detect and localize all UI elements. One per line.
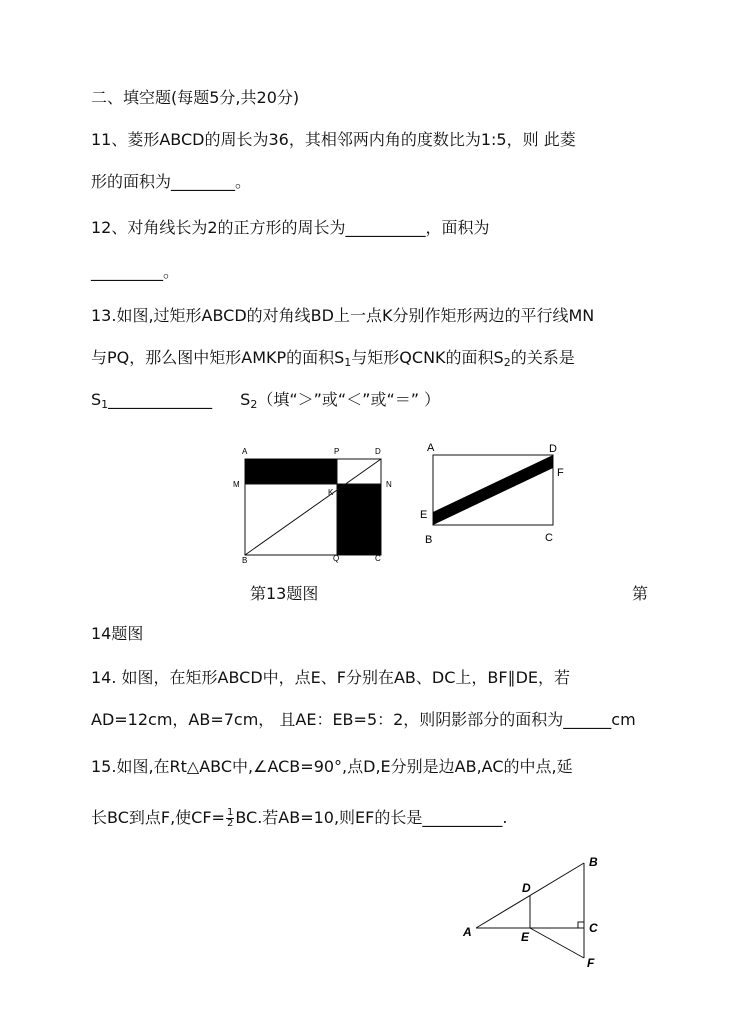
q13-text-b: 与矩形QCNK的面积S bbox=[351, 348, 504, 367]
question-14-line-2: AD=12cm，AB=7cm， 且AE：EB=5：2，则阴影部分的面积为______cm bbox=[91, 710, 636, 729]
figure-13 bbox=[228, 440, 408, 565]
q13-s1: S bbox=[91, 390, 102, 409]
fig15-right-angle-mark bbox=[578, 922, 584, 928]
q13-text-c: 的关系是 bbox=[510, 348, 575, 367]
q13-s2: S bbox=[240, 390, 251, 409]
fraction-numerator: 1 bbox=[226, 807, 234, 818]
question-14-line-1: 14. 如图，在矩形ABCD中，点E、F分别在AB、DC上，BF∥DE，若 bbox=[91, 668, 571, 687]
question-13-line-1: 13.如图,过矩形ABCD的对角线BD上一点K分别作矩形两边的平行线MN bbox=[91, 306, 595, 325]
fig15-label-c: C bbox=[589, 921, 598, 935]
fig14-label-c: C bbox=[545, 532, 553, 544]
fig13-label-m: M bbox=[233, 480, 240, 489]
fig15-label-d: D bbox=[522, 881, 531, 895]
fig15-label-b: B bbox=[589, 855, 598, 869]
question-13-line-2 bbox=[91, 348, 575, 368]
s1-subscript: 1 bbox=[344, 356, 352, 369]
figure-14-caption-part-2: 14题图 bbox=[91, 624, 144, 643]
question-12-line-1: 12、对角线长为2的正方形的周长为__________，面积为 bbox=[91, 218, 490, 237]
question-12-line-2: _________。 bbox=[91, 262, 180, 281]
fig14-label-a: A bbox=[427, 442, 435, 454]
q13-choices: （填“＞”或“＜”或“＝” ） bbox=[257, 390, 441, 409]
fig13-label-p: P bbox=[334, 447, 340, 456]
question-11-line-1: 11、菱形ABCD的周长为36，其相邻两内角的度数比为1:5，则 此菱 bbox=[91, 130, 576, 149]
fig13-shaded-amkp bbox=[245, 459, 337, 484]
question-13-line-3 bbox=[91, 390, 440, 410]
fig14-shaded-parallelogram bbox=[433, 455, 553, 525]
question-15-line-2 bbox=[91, 808, 507, 829]
fig14-label-d: D bbox=[549, 443, 557, 455]
fig14-label-f: F bbox=[557, 467, 564, 479]
fraction-denominator: 2 bbox=[226, 818, 234, 829]
fig15-label-a: A bbox=[463, 925, 472, 939]
fig15-label-f: F bbox=[587, 956, 595, 970]
question-11-line-2: 形的面积为________。 bbox=[91, 172, 252, 191]
q15-text-b: BC.若AB=10,则EF的长是__________. bbox=[235, 808, 508, 827]
fig15-label-e: E bbox=[521, 930, 530, 944]
fig13-shaded-qcnk bbox=[337, 484, 381, 555]
q13-s2-sub: 2 bbox=[250, 398, 258, 411]
fig13-label-q: Q bbox=[333, 554, 340, 563]
fig13-label-b: B bbox=[242, 556, 248, 565]
q13-s1-sub: 1 bbox=[101, 398, 109, 411]
q15-text-a: 长BC到点F,使CF= bbox=[91, 808, 225, 827]
one-half-fraction bbox=[226, 808, 234, 829]
s2-subscript: 2 bbox=[503, 356, 511, 369]
fig14-label-e: E bbox=[420, 509, 428, 521]
fig13-label-n: N bbox=[386, 480, 392, 489]
fig14-label-b: B bbox=[425, 534, 433, 546]
q13-text-a: 与PQ，那么图中矩形AMKP的面积S bbox=[91, 348, 345, 367]
q13-answer-blank: _____________ bbox=[108, 390, 213, 409]
fig13-label-a: A bbox=[242, 447, 248, 456]
question-15-line-1: 15.如图,在Rt△ABC中,∠ACB=90°,点D,E分别是边AB,AC的中点,延 bbox=[91, 757, 573, 776]
figure-14 bbox=[418, 436, 578, 548]
fig13-label-k: K bbox=[328, 488, 334, 497]
figure-13-caption: 第13题图 bbox=[250, 584, 319, 603]
fig13-label-d: D bbox=[375, 447, 381, 456]
figure-14-caption-part-1: 第 bbox=[632, 584, 649, 603]
fig15-segment-ef bbox=[530, 928, 584, 958]
figure-15 bbox=[458, 850, 608, 975]
fig13-label-c: C bbox=[375, 554, 381, 563]
section-header: 二、填空题(每题5分,共20分) bbox=[91, 88, 300, 107]
